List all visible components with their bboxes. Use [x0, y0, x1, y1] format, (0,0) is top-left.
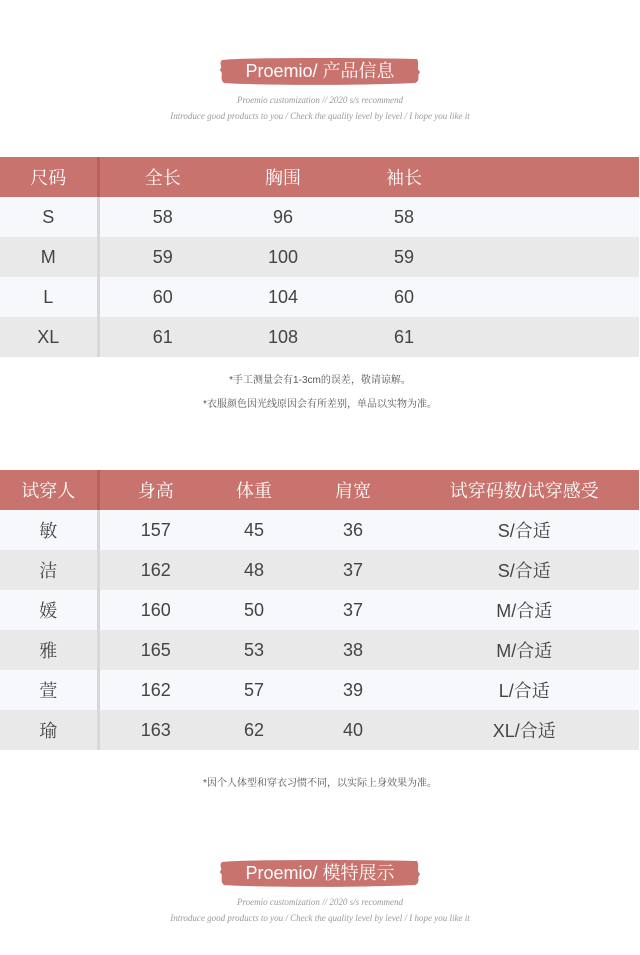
banner-title-box — [217, 56, 422, 86]
person-cell: 敏 — [0, 510, 98, 550]
size-cell: L — [0, 277, 98, 317]
size-notes — [0, 369, 640, 417]
col-header-sleeve: 袖长 — [340, 157, 468, 197]
tryon-table — [0, 470, 640, 750]
banner-subtitle-1: Proemio customization // 2020 s/s recommend — [236, 897, 404, 907]
size-cell: XL — [0, 317, 98, 357]
col-header-fit: 试穿码数/试穿感受 — [410, 470, 639, 510]
length-cell: 58 — [98, 197, 226, 237]
table-row — [0, 510, 639, 550]
shoulder-cell: 40 — [296, 710, 410, 750]
banner-title-box — [217, 858, 422, 888]
height-cell: 162 — [98, 670, 212, 710]
fit-cell: XL/合适 — [410, 710, 639, 750]
col-header-shoulder: 肩宽 — [296, 470, 410, 510]
size-table-header — [0, 157, 639, 197]
table-row — [0, 277, 639, 317]
model-display-banner — [0, 858, 640, 926]
bust-cell: 96 — [226, 197, 340, 237]
shoulder-cell: 37 — [296, 590, 410, 630]
fit-cell: S/合适 — [410, 550, 639, 590]
table-row — [0, 237, 639, 277]
bust-cell: 100 — [226, 237, 340, 277]
table-row — [0, 197, 639, 237]
height-cell: 162 — [98, 550, 212, 590]
person-cell: 雅 — [0, 630, 98, 670]
person-cell: 萱 — [0, 670, 98, 710]
measurement-note: *手工测量会有1-3cm的误差，敬请谅解。 — [229, 375, 411, 386]
shoulder-cell: 39 — [296, 670, 410, 710]
fit-cell: M/合适 — [410, 590, 639, 630]
table-row — [0, 317, 639, 357]
col-header-bust: 胸围 — [226, 157, 340, 197]
table-row — [0, 630, 639, 670]
col-header-weight: 体重 — [212, 470, 296, 510]
table-row — [0, 590, 639, 630]
fit-cell: M/合适 — [410, 630, 639, 670]
banner-subtitle-2: Introduce good products to you / Check the quality level by level / I hope you like it — [170, 111, 470, 121]
tryon-disclaimer: *因个人体型和穿衣习惯不同，以实际上身效果为准。 — [203, 778, 437, 789]
col-header-size: 尺码 — [0, 157, 98, 197]
shoulder-cell: 36 — [296, 510, 410, 550]
tryon-note — [0, 772, 640, 796]
size-cell: S — [0, 197, 98, 237]
fit-cell: L/合适 — [410, 670, 639, 710]
weight-cell: 53 — [212, 630, 296, 670]
length-cell: 59 — [98, 237, 226, 277]
weight-cell: 62 — [212, 710, 296, 750]
person-cell: 瑜 — [0, 710, 98, 750]
table-row — [0, 670, 639, 710]
size-cell: M — [0, 237, 98, 277]
person-cell: 洁 — [0, 550, 98, 590]
sleeve-cell: 61 — [340, 317, 468, 357]
weight-cell: 50 — [212, 590, 296, 630]
col-header-height: 身高 — [98, 470, 212, 510]
fit-cell: S/合适 — [410, 510, 639, 550]
banner-title: Proemio/ 产品信息 — [245, 61, 395, 81]
person-cell: 媛 — [0, 590, 98, 630]
weight-cell: 45 — [212, 510, 296, 550]
length-cell: 60 — [98, 277, 226, 317]
weight-cell: 57 — [212, 670, 296, 710]
bust-cell: 108 — [226, 317, 340, 357]
shoulder-cell: 38 — [296, 630, 410, 670]
size-table — [0, 157, 640, 357]
col-header-length: 全长 — [98, 157, 226, 197]
sleeve-cell: 60 — [340, 277, 468, 317]
shoulder-cell: 37 — [296, 550, 410, 590]
color-note: *衣服颜色因光线原因会有所差别，单品以实物为准。 — [203, 399, 437, 410]
tryon-table-header — [0, 470, 639, 510]
table-row — [0, 550, 639, 590]
banner-title: Proemio/ 模特展示 — [245, 863, 395, 883]
length-cell: 61 — [98, 317, 226, 357]
sleeve-cell: 58 — [340, 197, 468, 237]
sleeve-cell: 59 — [340, 237, 468, 277]
banner-subtitle-2: Introduce good products to you / Check the quality level by level / I hope you like it — [170, 913, 470, 923]
height-cell: 163 — [98, 710, 212, 750]
banner-subtitle-1: Proemio customization // 2020 s/s recommend — [236, 95, 404, 105]
col-header-person: 试穿人 — [0, 470, 98, 510]
weight-cell: 48 — [212, 550, 296, 590]
bust-cell: 104 — [226, 277, 340, 317]
product-info-banner — [0, 56, 640, 124]
height-cell: 165 — [98, 630, 212, 670]
height-cell: 157 — [98, 510, 212, 550]
height-cell: 160 — [98, 590, 212, 630]
table-row — [0, 710, 639, 750]
